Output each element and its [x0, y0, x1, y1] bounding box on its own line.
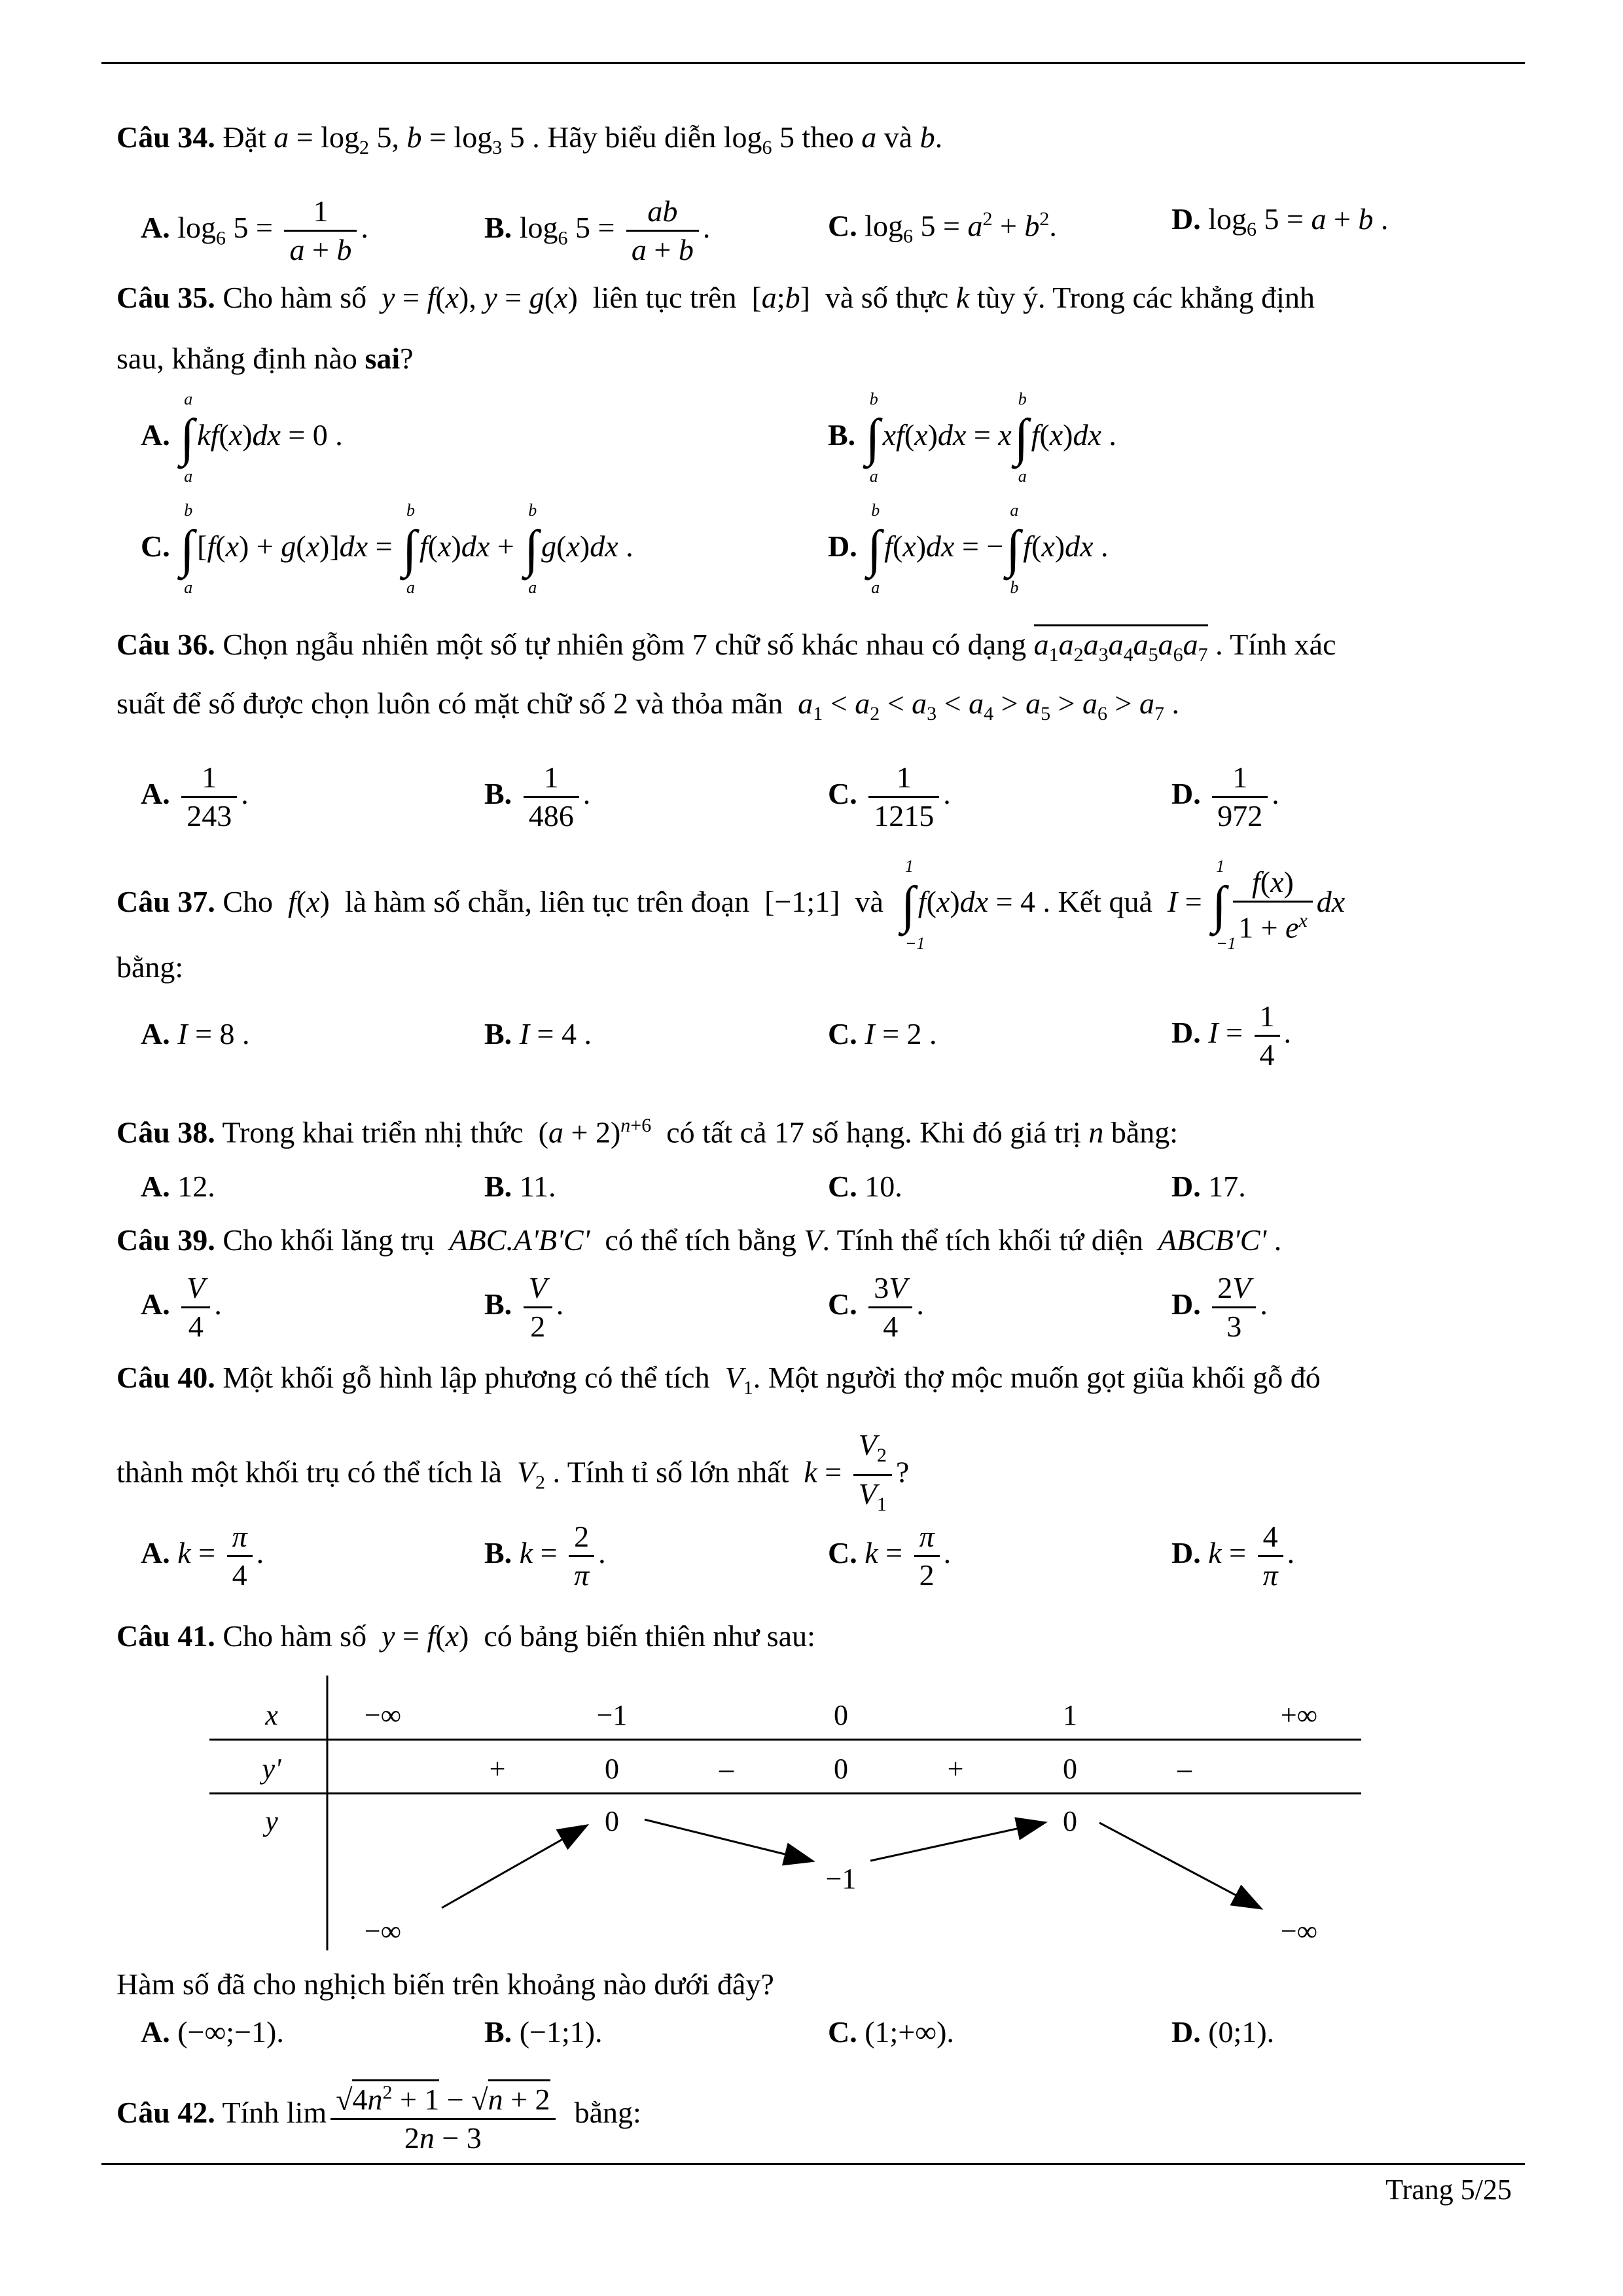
x-value: +∞ — [1280, 1699, 1318, 1731]
q41-option-d[interactable]: D. (0;1). — [1171, 2015, 1275, 2049]
q35-option-c[interactable]: C. ∫ b a [f(x) + g(x)]dx = ∫ b a f(x)dx + ∫ b a g(x)dx . — [141, 501, 633, 598]
q36-option-c[interactable]: C. $\frac{1}{1215}$ . — [828, 761, 951, 833]
y-value-min: −1 — [825, 1863, 857, 1895]
q39-option-c[interactable]: C. $\frac{3V}{4}$ . — [828, 1271, 924, 1343]
arrow-decreasing — [1099, 1823, 1260, 1908]
q34-option-b[interactable]: B. $\log_6 5$ = $\frac{ab}{a + b}$ . — [484, 194, 711, 266]
dy-zero: 0 — [1063, 1753, 1077, 1785]
q41-option-a[interactable]: A. (−∞;−1). — [141, 2015, 284, 2049]
arrow-increasing — [870, 1823, 1044, 1861]
question-37: Câu 37. Cho f(x) là hàm số chẵn, liên tục trên đoạn [−1;1] và ∫ 1 −1 f(x)dx = 4 . Kết quả I = ∫ 1 −1 $\frac{f(x)}{1 + e^x}$ dx — [116, 856, 1346, 953]
q37-option-a[interactable]: A. I = 8 . — [141, 1017, 250, 1050]
question-label: Câu 34. — [116, 120, 215, 154]
y-value-right: −∞ — [1280, 1915, 1318, 1947]
question-35: Câu 35. Cho hàm số y = f(x), y = g(x) liên tục trên [a;b] và số thực k tùy ý. Trong các khẳng định — [116, 281, 1315, 314]
x-value: −1 — [596, 1699, 628, 1731]
question-34: Câu 34. Đặt $a = \log_2 5$, $b = \log_3 5$ . Hãy biểu diễn $\log_6 5$ theo a và b. — [116, 120, 943, 159]
q35-option-a[interactable]: A. ∫ a a kf(x)dx = 0 . — [141, 389, 343, 486]
y-value-max: 0 — [1063, 1805, 1077, 1837]
row-dy-header: y' — [262, 1753, 281, 1785]
q39-option-a[interactable]: A. $\frac{V}{4}$ . — [141, 1271, 222, 1343]
q36-option-b[interactable]: B. $\frac{1}{486}$ . — [484, 761, 591, 833]
question-37-line2: bằng: — [116, 950, 184, 984]
top-rule — [101, 62, 1525, 64]
question-35-line2: sau, khẳng định nào sai? — [116, 342, 414, 375]
q35-option-d[interactable]: D. ∫ b a f(x)dx = −∫ a b f(x)dx . — [828, 501, 1109, 598]
x-value: 0 — [834, 1699, 848, 1731]
y-value-left: −∞ — [364, 1915, 402, 1947]
q38-option-d[interactable]: D. 17. — [1171, 1170, 1246, 1203]
q34-option-c[interactable]: C. $\log_6 5 = a^2 + b^2$. — [828, 208, 1057, 247]
dy-sign: + — [489, 1753, 506, 1785]
q39-option-b[interactable]: B. $\frac{V}{2}$ . — [484, 1271, 564, 1343]
row-y-header: y — [265, 1805, 278, 1837]
q37-option-c[interactable]: C. I = 2 . — [828, 1017, 937, 1050]
dy-sign: + — [947, 1753, 964, 1785]
arrow-increasing — [442, 1826, 586, 1908]
question-41: Câu 41. Cho hàm số y = f(x) có bảng biến thiên như sau: — [116, 1619, 815, 1653]
q39-option-d[interactable]: D. $\frac{2V}{3}$ . — [1171, 1271, 1268, 1343]
dy-zero: 0 — [834, 1753, 848, 1785]
q38-option-c[interactable]: C. 10. — [828, 1170, 902, 1203]
q37-option-b[interactable]: B. I = 4 . — [484, 1017, 592, 1050]
page-number: Trang 5/25 — [1385, 2174, 1512, 2206]
question-40-line2: thành một khối trụ có thể tích là $V_2$ . Tính tỉ số lớn nhất k = $\frac{V_2}{V_1}$ ? — [116, 1428, 910, 1516]
dy-zero: 0 — [605, 1753, 619, 1785]
question-36-line2: suất để số được chọn luôn có mặt chữ số 2 và thỏa mãn $a_1 < a_2 < a_3 < a_4 > a_5 > a_6 > a_7$ . — [116, 687, 1179, 725]
q40-option-c[interactable]: C. k = $\frac{\pi}{2}$ . — [828, 1520, 952, 1592]
q38-option-b[interactable]: B. 11. — [484, 1170, 556, 1203]
question-36: Câu 36. Chọn ngẫu nhiên một số tự nhiên gồm 7 chữ số khác nhau có dạng $a_1a_2a_3a_4a_5a_6a_7$ . Tính xác — [116, 625, 1336, 675]
y-value-max: 0 — [605, 1805, 619, 1837]
q41-option-c[interactable]: C. (1;+∞). — [828, 2015, 954, 2049]
dy-sign: – — [719, 1753, 734, 1785]
bottom-rule — [101, 2163, 1525, 2165]
question-40: Câu 40. Một khối gỗ hình lập phương có thể tích $V_1$. Một người thợ mộc muốn gọt giũa khối gỗ đó — [116, 1361, 1321, 1399]
question-42: Câu 42. Tính lim $\frac{√4n^2 + 1 - √n + 2}{2n - 3}$ bằng: — [116, 2075, 641, 2157]
question-39: Câu 39. Cho khối lăng trụ ABC.A'B'C' có thể tích bằng V. Tính thể tích khối tứ diện ABCB'C' . — [116, 1223, 1282, 1257]
q34-option-d[interactable]: D. $\log_6 5 = a + b$ . — [1171, 202, 1389, 241]
question-38: Câu 38. Trong khai triển nhị thức $(a + 2)^{n+6}$ có tất cả 17 số hạng. Khi đó giá trị n bằng: — [116, 1115, 1179, 1149]
q35-option-b[interactable]: B. ∫ b a xf(x)dx = x∫ b a f(x)dx . — [828, 389, 1116, 486]
q36-option-a[interactable]: A. $\frac{1}{243}$ . — [141, 761, 249, 833]
arrow-decreasing — [645, 1820, 812, 1861]
q37-option-d[interactable]: D. I = $\frac{1}{4}$ . — [1171, 999, 1292, 1071]
q40-option-a[interactable]: A. k = $\frac{\pi}{4}$ . — [141, 1520, 264, 1592]
q41-option-b[interactable]: B. (−1;1). — [484, 2015, 603, 2049]
x-value: 1 — [1063, 1699, 1077, 1731]
x-value: −∞ — [364, 1699, 402, 1731]
q36-option-d[interactable]: D. $\frac{1}{972}$ . — [1171, 761, 1279, 833]
q40-option-b[interactable]: B. k = $\frac{2}{\pi}$ . — [484, 1520, 606, 1592]
question-41-ask: Hàm số đã cho nghịch biến trên khoảng nào dưới đây? — [116, 1967, 774, 2001]
row-x-header: x — [265, 1699, 278, 1731]
q34-option-a[interactable]: A. $\log_6 5$ = $\frac{1}{a + b}$ . — [141, 194, 368, 266]
dy-sign: – — [1177, 1753, 1192, 1785]
q38-option-a[interactable]: A. 12. — [141, 1170, 215, 1203]
variation-table — [209, 1676, 1368, 1950]
q40-option-d[interactable]: D. k = $\frac{4}{\pi}$ . — [1171, 1520, 1295, 1592]
